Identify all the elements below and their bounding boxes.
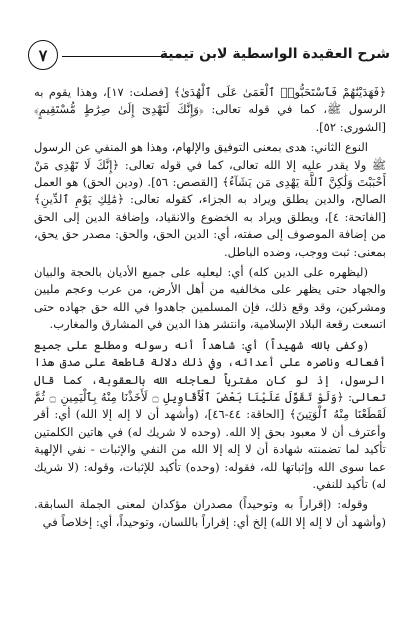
paragraph: ﴿فَهَدَيْنَٰهُمْ فَٱسْتَحَبُّوا۟ ٱلْعَمَىٰ عَلَى ٱلْهُدَىٰ﴾ [فصلت: ١٧]، وهذا يقوم به الرسول ﷺ، كما في قوله تعالى: ﴿وَإِنَّكَ لَتَهْدِىٓ إِلَىٰ صِرَٰطٍ مُّسْتَقِيمٍ﴾ [الشورى: ٥٢]. [34, 85, 387, 134]
paragraph: (وكفى بالله شهيداً) أي: شاهداً أنه رسوله ومطلع على جميع أفعاله وناصره على أعدائه، وفي ذلك دلالة قاطعة على صدق هذا الرسول، إذ لو كان مفترياً لعاجله الله بالعقوبة، كما قال تعالى: ﴿وَلَوْ تَقَوَّلَ عَلَيْنَا بَعْضَ ٱلْأَقَاوِيلِ ۝ لَأَخَذْنَا مِنْهُ بِٱلْيَمِينِ ۝ ثُمَّ لَقَطَعْنَا مِنْهُ ٱلْوَتِينَ﴾ [الحاقة: ٤٤-٤٦]، (وأشهد أن لا إله إلا الله) أي: أقر وأعترف أن لا معبود بحق إلا الله. (وحده لا شريك له) في هاتين الكلمتين تأكيد لما تضمنته شهادة أن لا إله إلا الله من النفي والإثبات - نفي الإلهية عما سوى الله وإثباتها لله، فقوله: (وحده) تأكيد للإثبات، وقوله: (لا شريك له) تأكيد للنفي. [34, 337, 386, 491]
running-title: شرح العقيدة الواسطية لابن تيمية [159, 46, 390, 62]
page-number: ٧ [28, 40, 58, 70]
paragraph: (ليظهره على الدين كله) أي: ليعليه على جميع الأديان بالحجة والبيان والجهاد حتى يظهر على مخالفيه من أهل الأرض، من عرب وعجم مليين ومشركين، وقد وقع ذلك، فإن المسلمين جاهدوا في الله حق جهاده حتى اتسعت رقعة البلاد الإسلامية، وانتشر هذا الدين في المشارق والمغارب. [34, 265, 386, 332]
paragraph: النوع الثاني: هدى بمعنى التوفيق والإلهام، وهذا هو المنفي عن الرسول ﷺ ولا يقدر عليه إلا الله تعالى، كما في قوله تعالى: ﴿إِنَّكَ لَا تَهْدِى مَنْ أَحْبَبْتَ وَلَٰكِنَّ ٱللَّهَ يَهْدِى مَن يَشَآءُ﴾ [القصص: ٥٦]. (ودين الحق) هو العمل الصالح، والدين يطلق ويراد به الجزاء، كقوله تعالى: ﴿مَٰلِكِ يَوْمِ ٱلدِّينِ﴾ [الفاتحة: ٤]، ويطلق ويراد به الخضوع والانقياد، وإضافة الدين إلى الحق من إضافة الموصوف إلى صفته، أي: الدين الحق، والحق: مصدر حق يحق، بمعنى: ثبت ووجب، وضده الباطل. [34, 140, 386, 259]
page-body [34, 84, 386, 531]
paragraph: وقوله: (إقراراً به وتوحيداً) مصدران مؤكدان لمعنى الجملة السابقة. (وأشهد أن لا إله إلا الله) إلخ أي: إقراراً باللسان، وتوحيداً، أي: إخلاصاً في [34, 497, 386, 529]
page-header [28, 40, 390, 74]
